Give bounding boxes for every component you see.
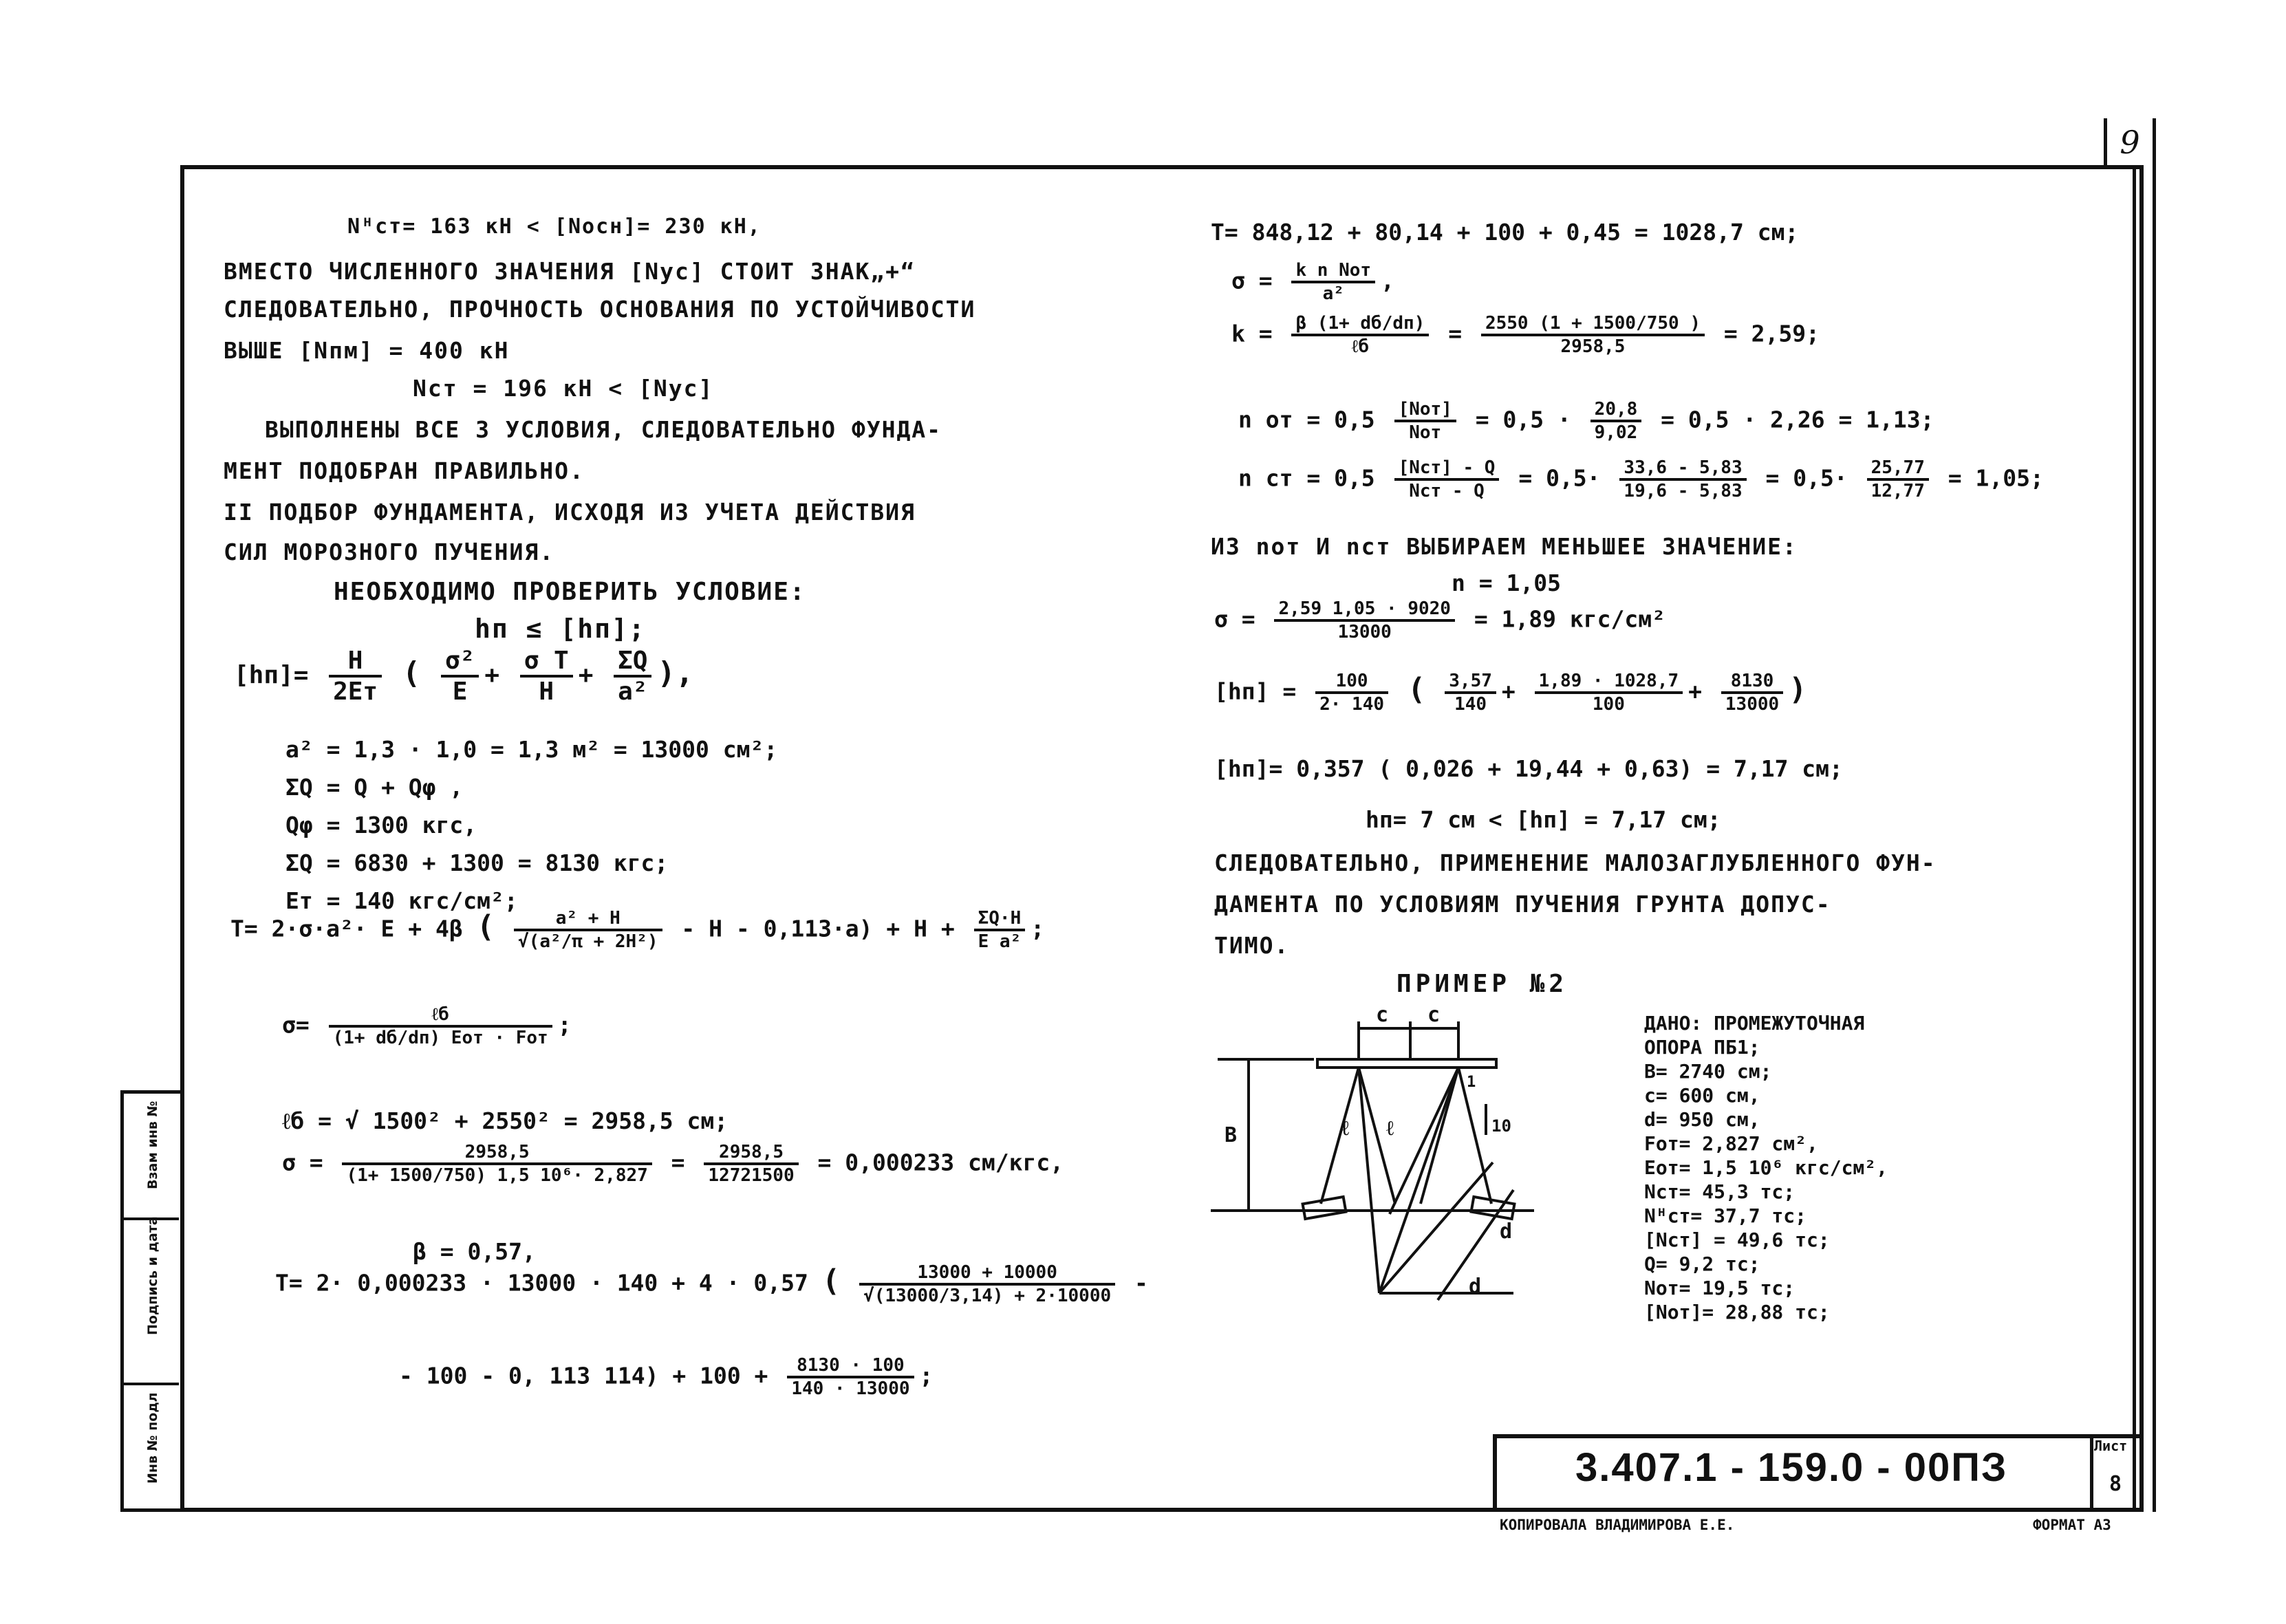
formula-sigma-value: σ = $\frac{2958,5}{\text{(1+ 1500/750) 1,5 10⁶· 2,827}}$ = $\frac{2958,5}{12721500}$ = 0,000233 см/кгс, [282,1142,1064,1186]
fraction-numerator: 8130 · 100 [787,1355,914,1378]
formula-hn-value: [hп] = $\frac{100}{2\cdot 140}$ ( $\frac{3,57}{140}$ + $\frac{1,89 \cdot 1028,7}{100}$ + $\frac{8130}{13000}$ ) [1214,671,1807,715]
text-line: СЛЕДОВАТЕЛЬНО, ПРИМЕНЕНИЕ МАЛОЗАГЛУБЛЕННОГО ФУН- [1214,849,1937,876]
leg-line [1321,1068,1359,1204]
text-line: СЛЕДОВАТЕЛЬНО, ПРОЧНОСТЬ ОСНОВАНИЯ ПО УСТОЙЧИВОСТИ [224,296,976,323]
formula-line: a² = 1,3 · 1,0 = 1,3 м² = 13000 см²; [285,736,778,763]
formula-part: = 0,5· [1518,464,1601,492]
fraction-denominator: 2· 140 [1319,694,1385,715]
given-item: Nᴴст= 37,7 тс; [1644,1204,1807,1227]
sheet-label: Лист [2094,1438,2128,1454]
formula-line: ΣQ = 6830 + 1300 = 8130 кгс; [285,849,669,876]
fraction-numerator: 33,6 - 5,83 [1619,457,1746,481]
support-diagram [1211,990,1534,1321]
text-line: ИЗ nот И nст ВЫБИРАЕМ МЕНЬШЕЕ ЗНАЧЕНИЕ: [1211,533,1798,560]
fraction-numerator: [Nот] [1394,399,1456,422]
fraction-denominator: 13000 [1337,622,1392,642]
given-item: Fот= 2,827 см², [1644,1132,1818,1155]
fraction-numerator: 25,77 [1867,457,1929,481]
given-item: ДАНО: ПРОМЕЖУТОЧНАЯ [1644,1012,1865,1035]
given-item: [Nот]= 28,88 тс; [1644,1301,1830,1323]
text-line: ДАМЕНТА ПО УСЛОВИЯМ ПУЧЕНИЯ ГРУНТА ДОПУС- [1214,891,1831,918]
text-line: СИЛ МОРОЗНОГО ПУЧЕНИЯ. [224,539,555,565]
fraction-numerator: ΣQ·H [974,908,1026,931]
fraction-denominator: Nот [1409,422,1442,443]
fraction-numerator: k n Nот [1291,260,1375,283]
fraction-numerator: ℓб [329,1004,552,1028]
fraction-denominator: (1+ 1500/750) 1,5 10⁶· 2,827 [346,1165,648,1186]
formula-lhs: σ= [282,1011,310,1039]
given-item: Nст= 45,3 тс; [1644,1180,1796,1203]
document-code: 3.407.1 - 159.0 - 00ПЗ [1575,1445,2008,1490]
given-item: Q= 9,2 тс; [1644,1253,1760,1275]
text-line: ВЫШЕ [Nпм] = 400 кН [224,337,510,364]
fraction-denominator: 2958,5 [1560,336,1626,357]
text-line: ВЫПОЛНЕНЫ ВСЕ 3 УСЛОВИЯ, СЛЕДОВАТЕЛЬНО ФУНДА- [265,416,942,443]
formula-result: = 0,000233 см/кгс, [817,1149,1064,1176]
given-item: Nот= 19,5 тс; [1644,1277,1796,1299]
formula-part: n от = 0,5 [1238,406,1375,433]
given-item: с= 600 см, [1644,1084,1760,1107]
text-line: МЕНТ ПОДОБРАН ПРАВИЛЬНО. [224,457,585,484]
formula-result: = 0,5 · 2,26 = 1,13; [1661,406,1934,433]
formula-part: T= 2· 0,000233 · 13000 · 140 + 4 · 0,57 [275,1269,808,1297]
formula-hn: [hп]= $\frac{H}{2Eт}$ ( $\frac{\text{σ²}}{E}$ + $\frac{\text{σ T}}{H}$ + $\frac{\Sigma Q}{\text{a²}}$ ), [234,647,694,706]
formula-n-st [1238,457,2044,501]
crossbar [1317,1059,1496,1068]
formula-n-ot [1238,399,1934,443]
dim-label-c: с [1427,1003,1441,1027]
formula-k: k = $\frac{\beta (1+ dб/dп)}{\text{ℓб}}$ = $\frac{2550 (1 + 1500/750 )}{2958,5}$ = 2,59; [1231,313,1820,357]
formula-line: ΣQ = Q + Qφ , [285,774,464,801]
formula-line: Eт = 140 кгс/см²; [285,887,518,914]
fraction-denominator: 140 · 13000 [791,1378,910,1399]
side-stamp-label: Инв № подл [145,1392,160,1484]
side-stamp [120,1090,182,1512]
dim-label-d: d [1469,1275,1482,1299]
text-line: Nᴴст= 163 кН < [Nосн]= 230 кН, [347,215,762,239]
page-number: 9 [2104,118,2156,168]
side-stamp-label: Взам инв № [145,1101,160,1189]
fraction-denominator: √(a²/π + 2H²) [518,931,658,952]
given-item: d= 950 см, [1644,1108,1760,1131]
given-item: [Nст] = 49,6 тс; [1644,1228,1830,1251]
fraction-numerator: 13000 + 10000 [859,1262,1115,1286]
fraction-numerator: a² + H [514,908,662,931]
side-stamp-label: Подпись и дата [145,1216,160,1335]
fraction-numerator: 100 [1315,671,1388,694]
formula-part: - 100 - 0, 113 114) + 100 + [399,1362,768,1389]
side-stamp-divider [124,1383,179,1385]
formula-condition: hп ≤ [hп]; [475,614,646,644]
formula-sigma-value [1214,598,1665,642]
fraction-denominator: (1+ dб/dп) Eот · Fот [332,1028,548,1048]
given-item: ОПОРА ПБ1; [1644,1036,1760,1059]
formula-result: = 1,89 кгс/см² [1474,605,1665,633]
formula-line: [hп]= 0,357 ( 0,026 + 19,44 + 0,63) = 7,17 см; [1214,755,1843,782]
fraction-numerator: 3,57 [1445,671,1496,694]
formula-lhs: k = [1231,320,1273,347]
fraction-denominator: 2Eт [333,678,378,706]
formula-part: = 0,5 · [1475,406,1571,433]
formula-lhs: σ = [1231,267,1273,294]
fraction-denominator: Nст - Q [1409,481,1485,501]
fraction-numerator: 2958,5 [342,1142,651,1165]
formula-T-tail: - 100 - 0, 113 114) + 100 + $\frac{8130 \cdot 100}{140 \cdot 13000}$ ; [399,1355,934,1399]
fraction-denominator: 13000 [1725,694,1780,715]
formula-lhs: [hп] = [1214,678,1297,705]
dim-label-c: с [1376,1003,1389,1027]
given-item: В= 2740 см; [1644,1060,1772,1083]
formula-sigma-k: σ = $\frac{\text{k n Nот}}{\text{a²}}$ , [1231,260,1394,304]
dim-label-B: В [1225,1123,1238,1147]
formula-T-value: T= 2· 0,000233 · 13000 · 140 + 4 · 0,57 ( $\frac{13000 + 10000}{√(13000/3,14) + 2\cdot 10000}$ - [275,1262,1148,1306]
fraction-denominator: 140 [1454,694,1487,715]
formula-line: ℓб = √ 1500² + 2550² = 2958,5 см; [282,1107,729,1134]
fraction-numerator: 1,89 · 1028,7 [1535,671,1683,694]
fraction-numerator: 2,59 1,05 · 9020 [1274,598,1454,622]
dim-label-l: ℓ [1386,1116,1394,1140]
fraction-numerator: 8130 [1721,671,1783,694]
formula-line: β = 0,57, [413,1238,536,1265]
fraction-numerator: 20,8 [1591,399,1642,422]
given-data-list [1644,1011,1888,1324]
text-line: ВМЕСТО ЧИСЛЕННОГО ЗНАЧЕНИЯ [Nус] СТОИТ ЗНАК„+“ [224,258,916,285]
fraction-numerator: β (1+ dб/dп) [1291,313,1429,336]
fraction-numerator: H [329,647,382,678]
formula-line: Qφ = 1300 кгс, [285,812,477,838]
formula-lhs: σ = [282,1149,323,1176]
fraction-denominator: E [452,678,468,706]
text-line: НЕОБХОДИМО ПРОВЕРИТЬ УСЛОВИЕ: [334,578,806,606]
formula-part: = 0,5· [1765,464,1848,492]
formula-sigma: σ= $\frac{\text{ℓб}}{\text{(1+ dб/dп) Eот · Fот}}$ ; [282,1004,572,1048]
fraction-denominator: a² [618,678,648,706]
fraction-denominator: 100 [1592,694,1625,715]
dim-label-10: 10 [1491,1116,1511,1136]
fraction-numerator: ΣQ [614,647,651,678]
section-heading: II ПОДБОР ФУНДАМЕНТА, ИСХОДЯ ИЗ УЧЕТА ДЕЙСТВИЯ [224,499,916,526]
given-item: Eот= 1,5 10⁶ кгс/см², [1644,1156,1888,1179]
fraction-numerator: 2550 (1 + 1500/750 ) [1481,313,1705,336]
fraction-numerator: σ² [441,647,479,678]
fraction-denominator: H [539,678,554,706]
formula-line: T= 848,12 + 80,14 + 100 + 0,45 = 1028,7 см; [1211,219,1799,246]
text-line: ТИМО. [1214,932,1290,959]
formula-lhs: [hп]= [234,661,309,689]
fraction-denominator: 19,6 - 5,83 [1624,481,1743,501]
fraction-numerator: σ T [520,647,573,678]
formula-line: hп= 7 см < [hп] = 7,17 см; [1366,806,1721,833]
dim-label-d: d [1500,1220,1513,1244]
formula-part: n ст = 0,5 [1238,464,1375,492]
footing [1303,1197,1346,1219]
text-line: Nст = 196 кН < [Nус] [413,375,714,402]
formula-part: - H - 0,113·a) + H + [681,915,955,942]
fraction-denominator: ℓб [1351,336,1370,357]
fraction-denominator: √(13000/3,14) + 2·10000 [863,1286,1112,1306]
fraction-denominator: 9,02 [1594,422,1638,443]
copied-by: КОПИРОВАЛА ВЛАДИМИРОВА Е.Е. [1500,1517,1735,1533]
formula-lhs: σ = [1214,605,1255,633]
formula-result: = 1,05; [1948,464,2044,492]
fraction-denominator: E a² [978,931,1022,952]
fraction-denominator: a² [1322,283,1344,304]
construction-line [1379,1162,1493,1293]
fraction-denominator: 12721500 [708,1165,795,1186]
format-label: ФОРМАТ А3 [2033,1517,2111,1533]
dim-label-l: ℓ [1341,1116,1350,1140]
formula-result: = 2,59; [1723,320,1820,347]
fraction-numerator: 2958,5 [704,1142,798,1165]
fraction-denominator: 12,77 [1870,481,1925,501]
frame-right-margin [2133,165,2156,1512]
sheet-number: 8 [2109,1472,2122,1496]
formula-part: T= 2·σ·a²· E + 4β [230,915,463,942]
example-heading: ПРИМЕР №2 [1397,970,1568,998]
formula-line: n = 1,05 [1452,570,1561,596]
fraction-numerator: [Nст] - Q [1394,457,1500,481]
construction-line [1379,1068,1458,1293]
dim-label-1: 1 [1467,1074,1476,1091]
formula-T: T= 2·σ·a²· E + 4β ( $\frac{\text{a² + H}}{\text{√(a²/π + 2H²)}}$ - H - 0,113·a) + H + $\frac{\Sigma Q\cdot H}{\text{E a²}}$ ; [230,908,1045,952]
